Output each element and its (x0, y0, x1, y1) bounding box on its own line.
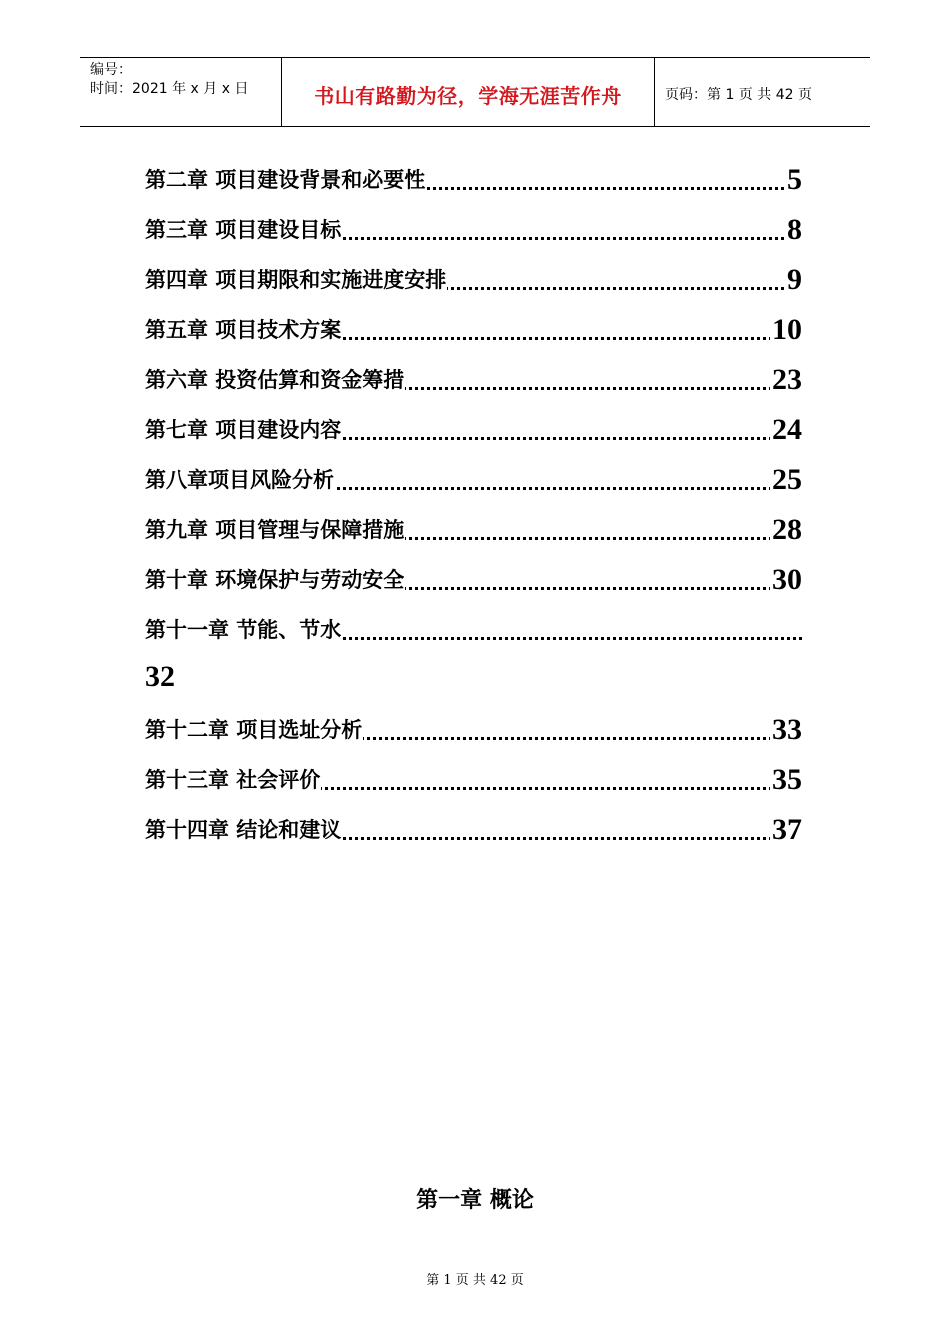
toc-entry[interactable] (145, 260, 802, 296)
toc-title: 第九章 项目管理与保障措施 (145, 514, 405, 544)
toc-page: 9 (787, 263, 802, 296)
toc-entry[interactable] (145, 410, 802, 446)
chapter-heading: 第一章 概论 (416, 1188, 534, 1213)
header-page-cell (655, 58, 870, 126)
toc-page: 37 (772, 813, 802, 846)
toc-title: 第四章 项目期限和实施进度安排 (145, 264, 447, 294)
toc-entry[interactable] (145, 160, 802, 196)
toc-page: 25 (772, 463, 802, 496)
toc-title: 第十一章 节能、节水 (145, 614, 342, 644)
toc-title: 第五章 项目技术方案 (145, 314, 342, 344)
header-meta-cell (80, 58, 282, 126)
toc-page: 23 (772, 363, 802, 396)
toc-entry[interactable] (145, 560, 802, 596)
page-footer: 第 1 页 共 42 页 (426, 1273, 524, 1288)
toc-entry[interactable] (145, 610, 802, 646)
toc-page: 28 (772, 513, 802, 546)
toc-title: 第七章 项目建设内容 (145, 414, 342, 444)
toc-page: 24 (772, 413, 802, 446)
toc-title: 第十三章 社会评价 (145, 764, 321, 794)
toc-page: 35 (772, 763, 802, 796)
number-label: 编号： (90, 62, 132, 78)
toc-page: 32 (145, 660, 175, 693)
toc-page: 8 (787, 213, 802, 246)
toc-title: 第十章 环境保护与劳动安全 (145, 564, 405, 594)
toc-entry[interactable] (145, 710, 802, 746)
toc-entry[interactable] (145, 810, 802, 846)
toc-title: 第三章 项目建设目标 (145, 214, 342, 244)
toc-page: 30 (772, 563, 802, 596)
toc-entry[interactable] (145, 310, 802, 346)
toc-page: 33 (772, 713, 802, 746)
toc-page: 10 (772, 313, 802, 346)
toc-title: 第六章 投资估算和资金筹措 (145, 364, 405, 394)
toc-entry[interactable] (145, 360, 802, 396)
toc-page: 5 (787, 163, 802, 196)
document-header (80, 57, 870, 127)
toc-title: 第十四章 结论和建议 (145, 814, 342, 844)
toc-entry[interactable] (145, 510, 802, 546)
toc-title: 第八章项目风险分析 (145, 464, 335, 494)
toc-title: 第二章 项目建设背景和必要性 (145, 164, 426, 194)
motto: 书山有路勤为径，学海无涯苦作舟 (314, 84, 622, 108)
date-line: 时间：2021 年 x 月 x 日 (90, 81, 249, 97)
toc-entry[interactable] (145, 460, 802, 496)
toc-title: 第十二章 项目选址分析 (145, 714, 363, 744)
toc-entry[interactable] (145, 760, 802, 796)
header-motto-cell (282, 58, 655, 126)
page-info: 页码：第 1 页 共 42 页 (665, 87, 812, 103)
toc-entry[interactable] (145, 210, 802, 246)
